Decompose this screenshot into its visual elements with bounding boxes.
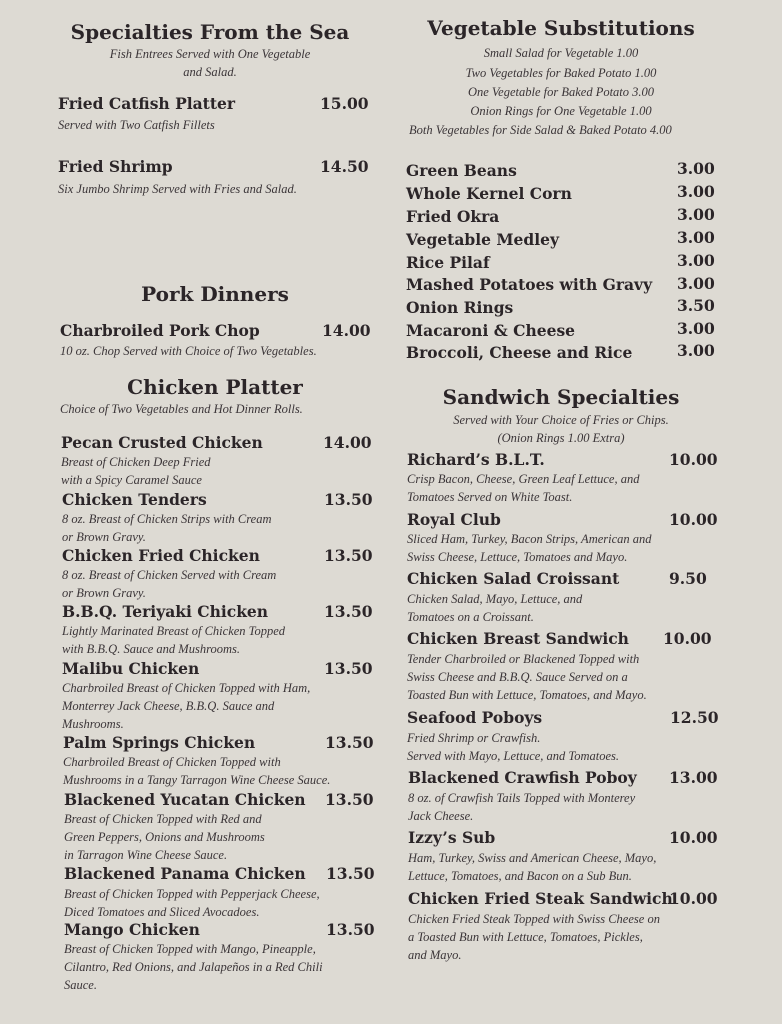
menu-item-description: 8 oz. of Crawfish Tails Topped with Monterey Jack Cheese. [408, 791, 636, 823]
side-item-name: Rice Pilaf [406, 253, 490, 272]
menu-item-description: Charbroiled Breast of Chicken Topped with Mushrooms in a Tangy Tarragon Wine Cheese Sauce. [63, 755, 331, 787]
menu-item-description: Tender Charbroiled or Blackened Topped with Swiss Cheese and B.B.Q. Sauce Served on a Toasted Bun with Lettuce, Tomatoes, and Mayo. [407, 652, 647, 702]
chicken-section-subtitle: Choice of Two Vegetables and Hot Dinner Rolls. [60, 402, 303, 416]
menu-item-description: Lightly Marinated Breast of Chicken Topped with B.B.Q. Sauce and Mushrooms. [62, 624, 286, 656]
menu-item-name: Chicken Fried Steak Sandwich [408, 889, 673, 908]
side-item-price: 3.00 [677, 319, 715, 338]
menu-item-price: 12.50 [670, 708, 719, 727]
menu-item-description: 8 oz. Breast of Chicken Served with Cream or Brown Gravy. [62, 568, 277, 600]
menu-item-description: Fried Shrimp or Crawfish. Served with Mayo, Lettuce, and Tomatoes. [407, 731, 620, 763]
sandwich-section-subtitle: Served with Your Choice of Fries or Chips. (Onion Rings 1.00 Extra) [453, 413, 669, 445]
menu-item-name: Seafood Poboys [407, 708, 543, 727]
side-item-price: 3.00 [677, 228, 715, 247]
menu-item-price: 14.00 [322, 321, 371, 340]
menu-item-price: 13.50 [324, 659, 373, 678]
side-item-name: Whole Kernel Corn [406, 184, 572, 203]
menu-item-name: Blackened Panama Chicken [64, 864, 306, 883]
menu-item-name: Richard’s B.L.T. [407, 450, 545, 469]
menu-item-description: Chicken Fried Steak Topped with Swiss Cheese on a Toasted Bun with Lettuce, Tomatoes, Pickles, and Mayo. [408, 912, 660, 962]
menu-item-description: Breast of Chicken Topped with Pepperjack Cheese, Diced Tomatoes and Sliced Avocadoes. [64, 887, 320, 919]
menu-item-name: Fried Shrimp [58, 157, 173, 176]
menu-item-price: 15.00 [320, 94, 369, 113]
side-item-name: Mashed Potatoes with Gravy [406, 275, 653, 294]
menu-item-price: 13.50 [326, 920, 375, 939]
menu-item-price: 10.00 [669, 450, 718, 469]
menu-item-name: Fried Catfish Platter [58, 94, 236, 113]
menu-item-price: 13.50 [324, 546, 373, 565]
menu-item-name: Blackened Crawfish Poboy [408, 768, 637, 787]
menu-item-description: Charbroiled Breast of Chicken Topped with Ham, Monterrey Jack Cheese, B.B.Q. Sauce and Mushrooms. [62, 681, 311, 731]
menu-item-price: 14.00 [323, 433, 372, 452]
menu-item-name: Chicken Salad Croissant [407, 569, 620, 588]
menu-item-description: Crisp Bacon, Cheese, Green Leaf Lettuce, and Tomatoes Served on White Toast. [407, 472, 640, 504]
veg-sub-line: Both Vegetables for Side Salad & Baked Potato 4.00 [409, 123, 672, 137]
menu-item-name: Blackened Yucatan Chicken [64, 790, 306, 809]
veg-sub-line: Small Salad for Vegetable 1.00 [483, 46, 639, 60]
menu-item-description: Ham, Turkey, Swiss and American Cheese, Mayo, Lettuce, Tomatoes, and Bacon on a Sub Bun. [408, 851, 657, 883]
menu-item-description: Sliced Ham, Turkey, Bacon Strips, American and Swiss Cheese, Lettuce, Tomatoes and Mayo. [407, 532, 652, 564]
menu-item-name: Mango Chicken [64, 920, 200, 939]
veg-sub-section-title: Vegetable Substitutions [427, 16, 695, 40]
side-item-price: 3.00 [677, 341, 715, 360]
veg-sub-line: Onion Rings for One Vegetable 1.00 [470, 104, 652, 118]
sea-section-title: Specialties From the Sea [70, 20, 350, 44]
menu-item-description: 10 oz. Chop Served with Choice of Two Vegetables. [60, 344, 317, 358]
chicken-section-title: Chicken Platter [127, 375, 303, 399]
side-item-price: 3.00 [677, 205, 715, 224]
menu-item-description: Breast of Chicken Deep Fried with a Spicy Caramel Sauce [61, 455, 211, 487]
menu-item-name: B.B.Q. Teriyaki Chicken [62, 602, 269, 621]
menu-item-name: Chicken Fried Chicken [62, 546, 260, 565]
side-item-name: Macaroni & Cheese [406, 321, 576, 340]
side-item-price: 3.50 [677, 296, 715, 315]
menu-item-price: 13.50 [324, 602, 373, 621]
menu-item-price: 10.00 [669, 510, 718, 529]
side-item-name: Green Beans [406, 161, 517, 180]
menu-item-name: Palm Springs Chicken [63, 733, 256, 752]
sea-section-subtitle: Fish Entrees Served with One Vegetable and Salad. [109, 47, 311, 79]
menu-item-price: 13.50 [324, 490, 373, 509]
menu-item-price: 13.50 [326, 864, 375, 883]
sandwich-section-title: Sandwich Specialties [442, 385, 680, 409]
side-item-name: Vegetable Medley [406, 230, 559, 249]
side-item-price: 3.00 [677, 274, 715, 293]
side-item-price: 3.00 [677, 251, 715, 270]
menu-item-description: 8 oz. Breast of Chicken Strips with Cream or Brown Gravy. [62, 512, 272, 544]
side-item-name: Broccoli, Cheese and Rice [406, 343, 633, 362]
veg-sub-line: One Vegetable for Baked Potato 3.00 [467, 85, 655, 99]
pork-section-title: Pork Dinners [141, 282, 289, 306]
side-item-price: 3.00 [677, 159, 715, 178]
side-item-name: Fried Okra [406, 207, 500, 226]
menu-item-price: 10.00 [669, 828, 718, 847]
menu-item-description: Breast of Chicken Topped with Red and Green Peppers, Onions and Mushrooms in Tarragon Wine Cheese Sauce. [64, 812, 265, 862]
menu-item-name: Royal Club [407, 510, 501, 529]
menu-item-price: 13.50 [325, 790, 374, 809]
veg-sub-line: Two Vegetables for Baked Potato 1.00 [465, 66, 657, 80]
menu-item-name: Charbroiled Pork Chop [60, 321, 260, 340]
side-item-price: 3.00 [677, 182, 715, 201]
menu-item-name: Malibu Chicken [62, 659, 200, 678]
menu-item-price: 10.00 [669, 889, 718, 908]
menu-item-price: 10.00 [663, 629, 712, 648]
side-item-name: Onion Rings [406, 298, 514, 317]
menu-item-description: Served with Two Catfish Fillets [58, 118, 215, 132]
menu-item-description: Six Jumbo Shrimp Served with Fries and Salad. [58, 182, 297, 196]
menu-item-description: Breast of Chicken Topped with Mango, Pineapple, Cilantro, Red Onions, and Jalapeños in a Red Chili Sauce. [64, 942, 323, 992]
menu-item-name: Chicken Tenders [62, 490, 207, 509]
menu-item-name: Izzy’s Sub [408, 828, 496, 847]
menu-item-price: 9.50 [669, 569, 707, 588]
menu-item-price: 14.50 [320, 157, 369, 176]
menu-item-name: Chicken Breast Sandwich [407, 629, 629, 648]
menu-item-description: Chicken Salad, Mayo, Lettuce, and Tomatoes on a Croissant. [407, 592, 583, 624]
menu-item-name: Pecan Crusted Chicken [61, 433, 263, 452]
menu-item-price: 13.50 [325, 733, 374, 752]
menu-item-price: 13.00 [669, 768, 718, 787]
